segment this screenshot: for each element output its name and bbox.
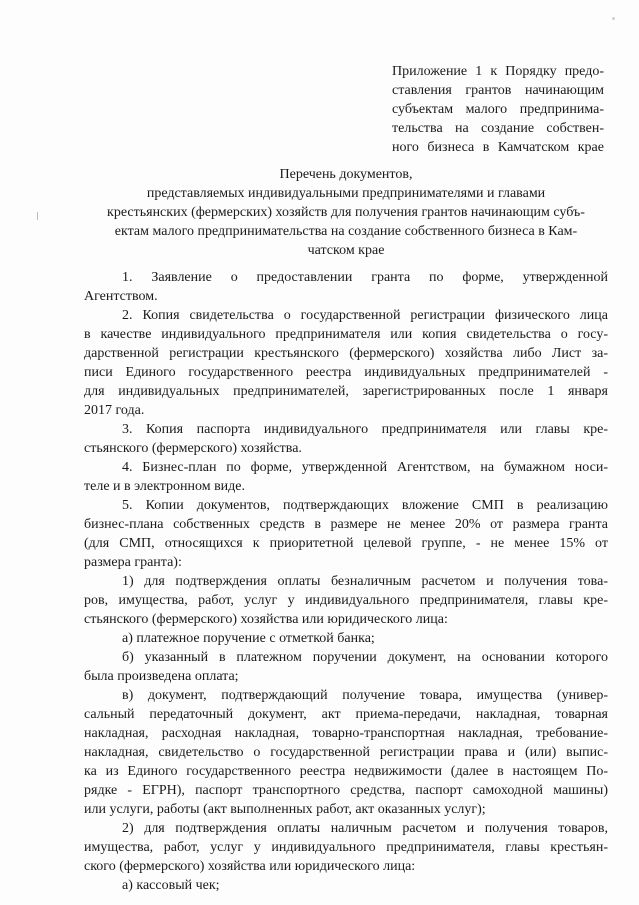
title-line: представляемых индивидуальными предпринимателями и главами: [146, 186, 546, 201]
subitem-1v-line: или услуги, работы (акт выполненных работ, акт оказанных услуг);: [84, 802, 486, 817]
item-2-line: в качестве индивидуального предпринимателя или копия свидетельства о госу-: [84, 327, 608, 342]
item-4-line: теле и в электронном виде.: [84, 479, 246, 494]
item-2-line: 2017 года.: [84, 403, 145, 418]
subitem-1b-line: б) указанный в платежном поручении документ, на основании которого: [122, 650, 608, 665]
subitem-1a-line: а) платежное поручение с отметкой банка;: [122, 631, 375, 646]
appendix-line: субъектам малого предпринима-: [392, 102, 604, 117]
item-2-line: для индивидуальных предпринимателей, зарегистрированных после 1 января: [84, 384, 608, 399]
item-1-line: Агентством.: [84, 289, 158, 304]
document-body: [84, 268, 608, 895]
item-5-line: 5. Копии документов, подтверждающих вложение СМП в реализацию: [122, 498, 608, 513]
appendix-line: Приложение 1 к Порядку предо-: [392, 64, 604, 79]
appendix-line: тельства на создание собствен-: [392, 121, 604, 136]
item-2-line: 2. Копия свидетельства о государственной регистрации физического лица: [122, 308, 608, 323]
title-line: чатском крае: [307, 243, 385, 258]
subitem-2-line: 2) для подтверждения оплаты наличным расчетом и получения товаров,: [122, 821, 608, 836]
subitem-1v-line: рядке - ЕГРН), паспорт транспортного средства, паспорт самоходной машины): [84, 783, 608, 798]
subitem-1v-line: в) документ, подтверждающий получение товара, имущества (универ-: [122, 688, 608, 703]
item-3-line: 3. Копия паспорта индивидуального предпринимателя или главы кре-: [122, 422, 608, 437]
subitem-1v-line: ка из Единого государственного реестра недвижимости (далее в настоящем По-: [84, 764, 608, 779]
subitem-2-line: ского (фермерского) хозяйства или юридического лица:: [84, 859, 416, 874]
subitem-1-line: стьянского (фермерского) хозяйства или юридического лица:: [84, 612, 448, 627]
scan-speck: [612, 17, 615, 20]
item-2-line: дарственной регистрации крестьянского (фермерского) хозяйства либо Лист за-: [84, 346, 608, 361]
item-5-line: (для СМП, относящихся к приоритетной целевой группе, - не менее 15% от: [84, 536, 608, 551]
item-5-line: размера гранта):: [84, 555, 182, 570]
title-line: крестьянских (фермерских) хозяйств для получения грантов начинающим субъ-: [107, 205, 585, 220]
subitem-1v-line: накладная, свидетельство о государственной регистрации права и (или) выпис-: [84, 745, 608, 760]
title-line: Перечень документов,: [279, 167, 413, 182]
scan-margin-mark: [37, 212, 38, 220]
item-3-line: стьянского (фермерского) хозяйства.: [84, 441, 302, 456]
subitem-1b-line: была произведена оплата;: [84, 669, 239, 684]
title-line: ектам малого предпринимательства на создание собственного бизнеса в Кам-: [114, 224, 578, 239]
subitem-1-line: ров, имущества, работ, услуг у индивидуального предпринимателя, главы кре-: [84, 593, 608, 608]
document-title: [84, 165, 608, 260]
subitem-1v-line: накладная, расходная накладная, товарно-транспортная накладная, требование-: [84, 726, 608, 741]
subitem-2-line: имущества, работ, услуг у индивидуального предпринимателя, главы крестьян-: [84, 840, 608, 855]
subitem-1v-line: сальный передаточный документ, акт приема-передачи, накладная, товарная: [84, 707, 608, 722]
appendix-note: [392, 62, 604, 157]
item-5-line: бизнес-плана собственных средств в размере не менее 20% от размера гранта: [84, 517, 608, 532]
item-2-line: писи Единого государственного реестра индивидуальных предпринимателей -: [84, 365, 608, 380]
item-1-line: 1. Заявление о предоставлении гранта по форме, утвержденной: [122, 270, 608, 285]
appendix-line: ставления грантов начинающим: [392, 83, 604, 98]
subitem-1-line: 1) для подтверждения оплаты безналичным расчетом и получения това-: [122, 574, 608, 589]
appendix-line: ного бизнеса в Камчатском крае: [392, 140, 604, 155]
subitem-2a-line: а) кассовый чек;: [122, 878, 220, 893]
item-4-line: 4. Бизнес-план по форме, утвержденной Агентством, на бумажном носи-: [122, 460, 608, 475]
